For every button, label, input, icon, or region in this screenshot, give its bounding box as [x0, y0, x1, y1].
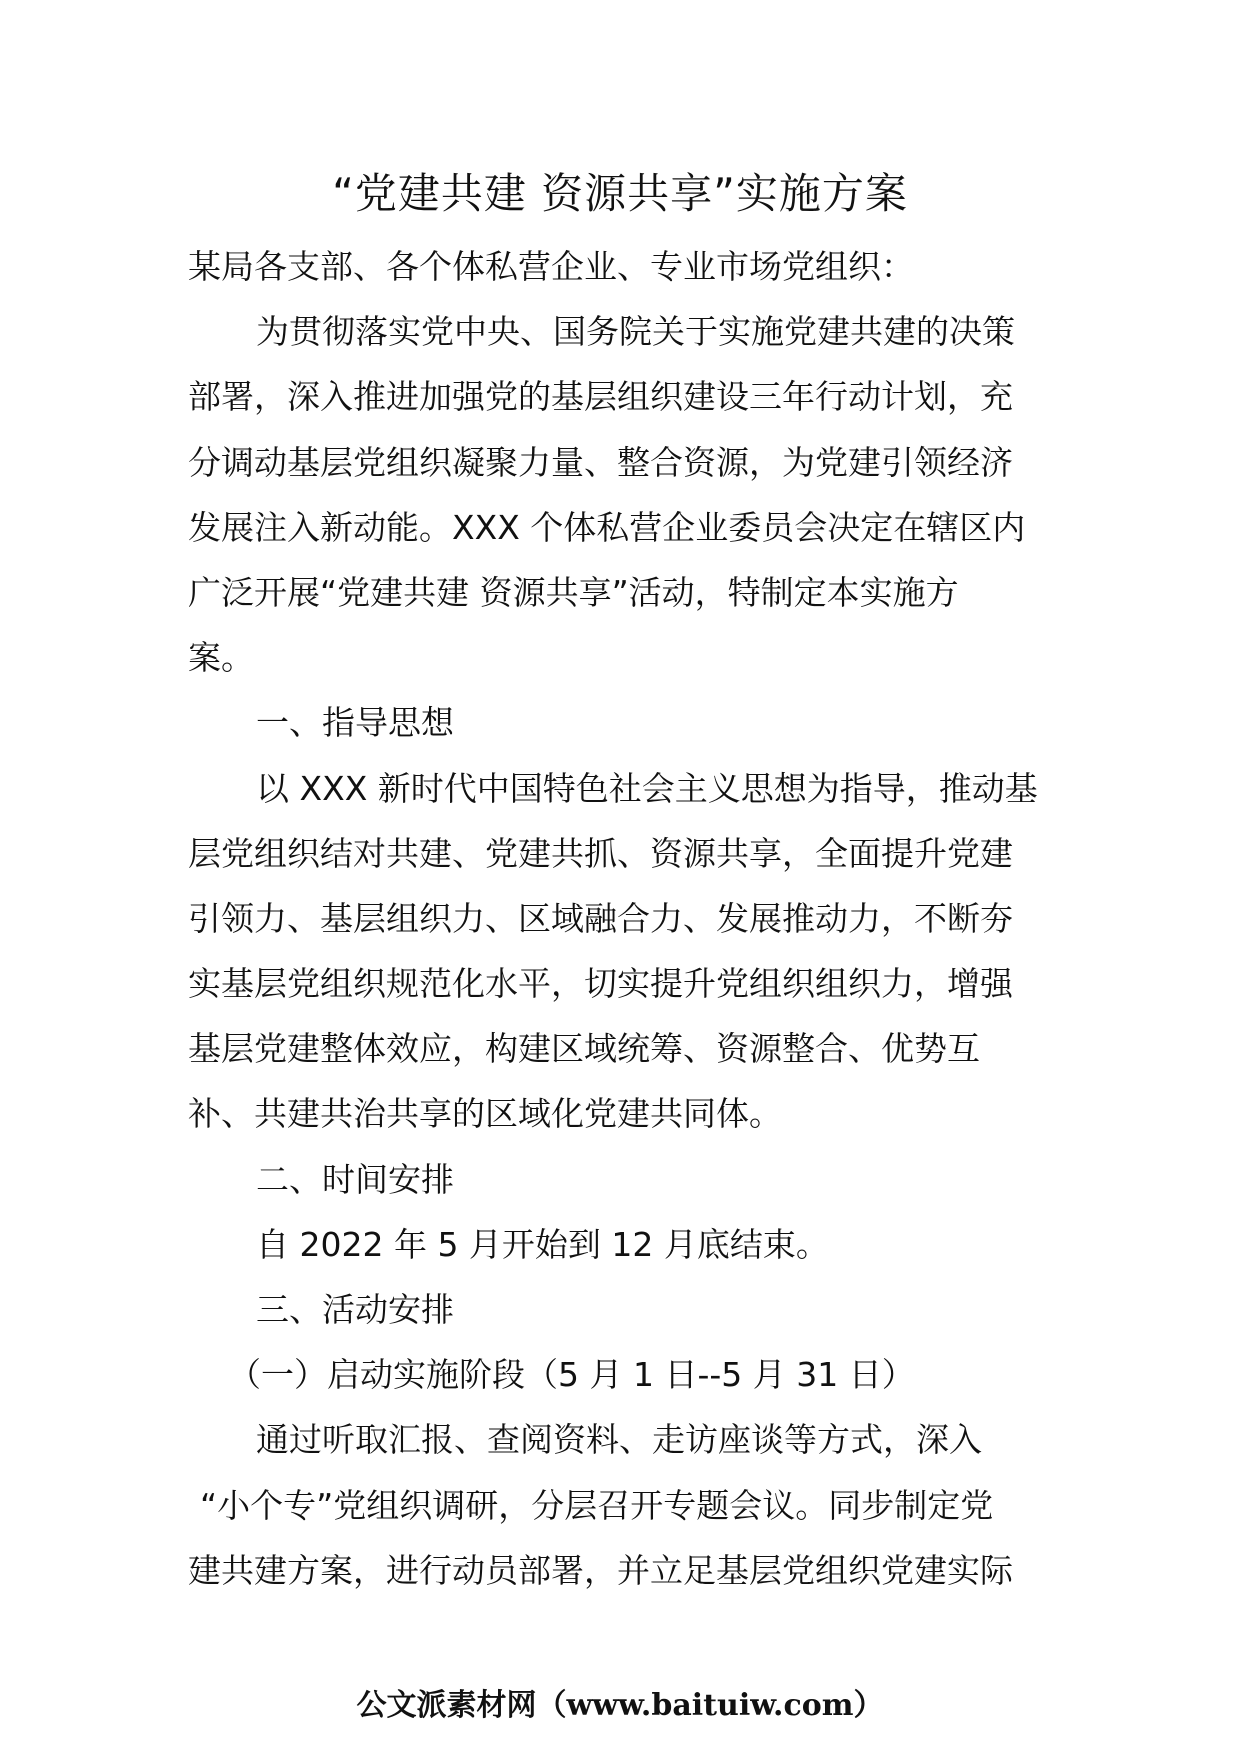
paragraph-line: 建共建方案，进行动员部署，并立足基层党组织党建实际 — [188, 1550, 1013, 1590]
paragraph-line: 为贯彻落实党中央、国务院关于实施党建共建的决策 — [256, 312, 1015, 352]
document-title: “党建共建 资源共享”实施方案 — [332, 169, 908, 218]
paragraph-line: 发展注入新动能。XXX 个体私营企业委员会决定在辖区内 — [188, 507, 1026, 547]
paragraph-line: 案。 — [188, 638, 254, 678]
watermark-footer: 公文派素材网（www.baituiw.com） — [356, 1688, 884, 1723]
section-heading: 一、指导思想 — [256, 703, 454, 743]
section-heading: 三、活动安排 — [256, 1290, 454, 1329]
section-heading: 二、时间安排 — [256, 1159, 454, 1199]
paragraph-line: 实基层党组织规范化水平，切实提升党组织组织力，增强 — [188, 964, 1013, 1004]
paragraph-line: 自 2022 年 5 月开始到 12 月底结束。 — [256, 1224, 829, 1264]
salutation-line: 某局各支部、各个体私营企业、专业市场党组织： — [188, 247, 914, 286]
paragraph-line: “小个专”党组织调研，分层召开专题会议。同步制定党 — [200, 1485, 994, 1525]
paragraph-line: 补、共建共治共享的区域化党建共同体。 — [188, 1094, 782, 1134]
paragraph-line: 层党组织结对共建、党建共抓、资源共享，全面提升党建 — [188, 833, 1013, 873]
paragraph-line: 以 XXX 新时代中国特色社会主义思想为指导，推动基 — [256, 768, 1038, 808]
paragraph-line: 部署，深入推进加强党的基层组织建设三年行动计划，充 — [188, 377, 1013, 417]
paragraph-line: 分调动基层党组织凝聚力量、整合资源，为党建引领经济 — [188, 442, 1013, 482]
document-body — [188, 234, 1056, 1603]
paragraph-line: 基层党建整体效应，构建区域统筹、资源整合、优势互 — [188, 1029, 980, 1069]
paragraph-line: 通过听取汇报、查阅资料、走访座谈等方式，深入 — [256, 1420, 982, 1460]
paragraph-line: 引领力、基层组织力、区域融合力、发展推动力，不断夯 — [188, 898, 1013, 938]
subsection-heading: （一）启动实施阶段（5 月 1 日--5 月 31 日） — [228, 1355, 915, 1395]
paragraph-line: 广泛开展“党建共建 资源共享”活动，特制定本实施方 — [188, 572, 959, 612]
